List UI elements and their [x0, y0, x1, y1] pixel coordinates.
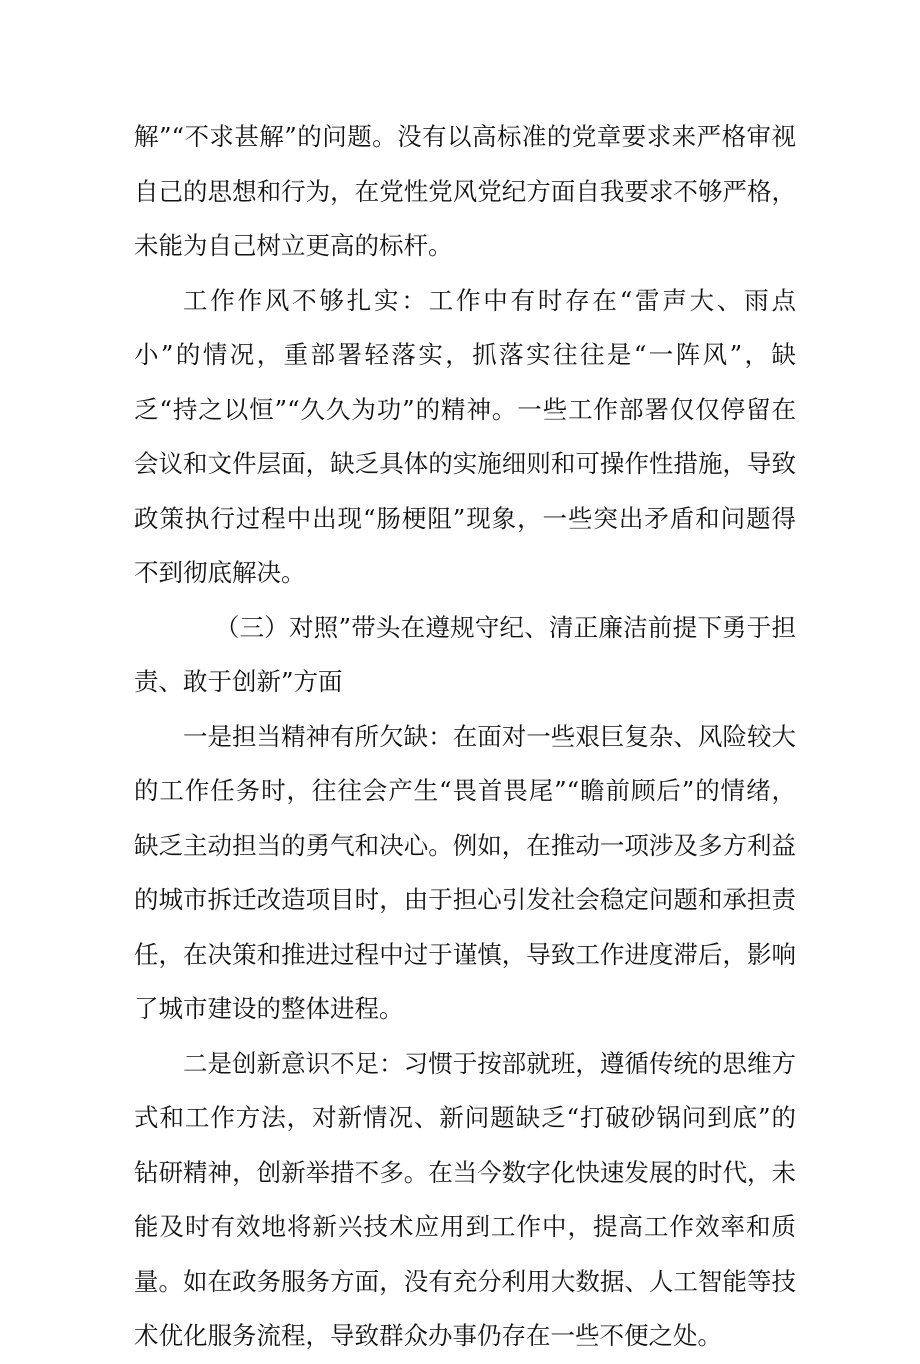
document-body — [134, 110, 796, 1364]
section-heading-three: （三）对照”带头在遵规守纪、清正廉洁前提下勇于担责、敢于创新”方面 — [134, 612, 796, 696]
paragraph-continued: 解”“不求甚解”的问题。没有以高标准的党章要求来严格审视自己的思想和行为，在党性党风党纪方面自我要求不够严格，未能为自己树立更高的标杆。 — [134, 122, 796, 260]
paragraph-work-style: 工作作风不够扎实：工作中有时存在“雷声大、雨点小”的情况，重部署轻落实，抓落实往往是“一阵风”，缺乏“持之以恒”“久久为功”的精神。一些工作部署仅仅停留在会议和文件层面，缺乏具体的实施细则和可操作性措施，导致政策执行过程中出现“肠梗阻”现象，一些突出矛盾和问题得不到彻底解决。 — [134, 285, 796, 587]
paragraph-innovation: 二是创新意识不足：习惯于按部就班，遵循传统的思维方式和工作方法，对新情况、新问题缺乏“打破砂锅问到底”的钻研精神，创新举措不多。在当今数字化快速发展的时代，未能及时有效地将新兴技术应用到工作中，提高工作效率和质量。如在政务服务方面，没有充分利用大数据、人工智能等技术优化服务流程，导致群众办事仍存在一些不便之处。 — [134, 1048, 796, 1350]
paragraph-responsibility: 一是担当精神有所欠缺：在面对一些艰巨复杂、风险较大的工作任务时，往往会产生“畏首畏尾”“瞻前顾后”的情绪，缺乏主动担当的勇气和决心。例如，在推动一项涉及多方利益的城市拆迁改造项目时，由于担心引发社会稳定问题和承担责任，在决策和推进过程中过于谨慎，导致工作进度滞后，影响了城市建设的整体进程。 — [134, 721, 796, 1023]
